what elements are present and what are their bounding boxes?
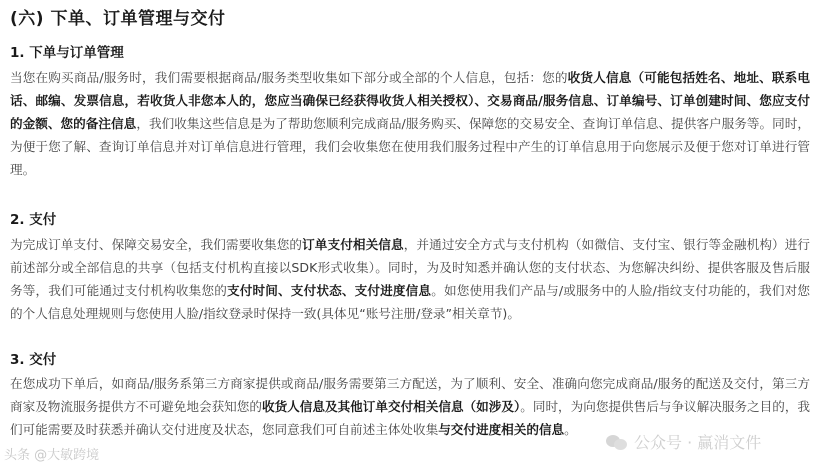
heading-payment: 2. 支付 — [10, 212, 57, 228]
watermark-right-text: 公众号 · 赢消文件 — [634, 433, 762, 452]
text-run: ，我们收集这些信息是为了帮助您顺利完成商品/服务购买、保障您的交易安全、查询订单信息、提供客户服务等。同时，为便于您了解、查询订单信息并对订单信息进行管理，我们会收集您在使用我们服务过程中产生的订单信息用于向您展示及便于您对订单进行管理。 — [10, 116, 810, 177]
text-run: ，并通过安全方式与支付机构（如微信、支付宝、银行等金融机构）进行前述部分或全部信息的共享（包括支付机构直接以SDK形式收集）。同时，为及时知悉并确认您的支付状态、为您解决纠纷、提供客服及售后服务等，我们可能通过支付机构收集您的 — [10, 237, 811, 298]
bold-text-run: 支付时间、支付状态、支付进度信息 — [226, 283, 432, 298]
heading-order-management: 1. 下单与订单管理 — [10, 45, 124, 61]
text-run: 。同时，为向您提供售后与争议解决服务之目的，我们可能需要及时获悉并确认交付进度及状态，您同意我们可自前述主体处收集 — [10, 399, 811, 437]
paragraph-order-management — [10, 66, 810, 181]
wechat-icon — [606, 433, 628, 451]
text-run: 在您成功下单后，如商品/服务系第三方商家提供或商品/服务需要第三方配送，为了顺利、安全、准确向您完成商品/服务的配送及交付，第三方商家及物流服务提供方不可避免地会获知您的 — [10, 376, 810, 414]
watermark-left — [4, 444, 99, 463]
bold-text-run: 订单支付相关信息 — [302, 237, 404, 252]
watermark-right — [606, 430, 761, 453]
bold-text-run: 收货人信息及其他订单交付相关信息（如涉及） — [261, 399, 521, 414]
text-run: 。 — [564, 422, 577, 437]
heading-delivery: 3. 交付 — [10, 352, 57, 368]
watermark-left-text: 头条 @大敏跨境 — [4, 448, 100, 463]
bold-text-run: 与交付进度相关的信息 — [438, 422, 565, 437]
paragraph-payment — [10, 233, 810, 325]
text-run: 为完成订单支付、保障交易安全，我们需要收集您的 — [10, 237, 303, 252]
section-title: (六) 下单、订单管理与交付 — [10, 9, 226, 29]
text-run: 当您在购买商品/服务时，我们需要根据商品/服务类型收集如下部分或全部的个人信息，包括：您的 — [10, 70, 568, 85]
bold-text-run: 收货人信息（可能包括姓名、地址、联系电话、邮编、发票信息，若收货人非您本人的，您应当确保已经获得收货人相关授权）、交易商品/服务信息、订单编号、订单创建时间、您应支付的金额、您的备注信息 — [10, 70, 810, 131]
text-run: 。如您使用我们产品与/或服务中的人脸/指纹支付功能的，我们对您的个人信息处理规则与您使用人脸/指纹登录时保持一致(具体见“账号注册/登录”相关章节)。 — [10, 283, 810, 321]
